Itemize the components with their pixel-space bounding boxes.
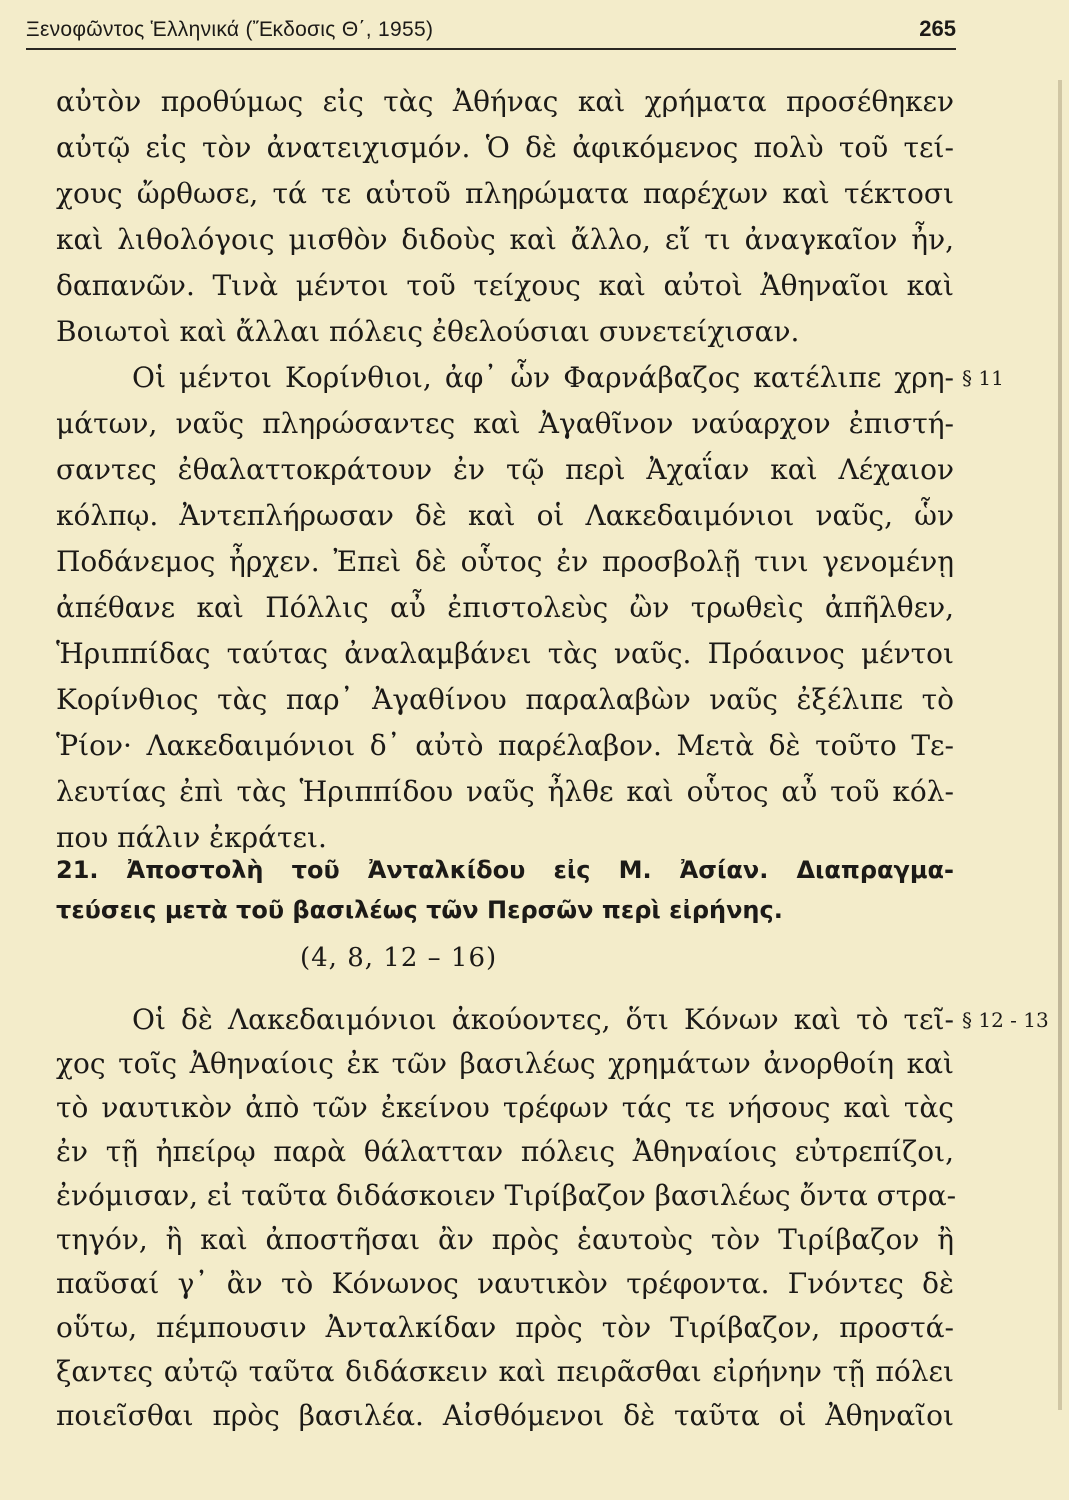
text-line: παῦσαί γ᾿ ἂν τὸ Κόνωνος ναυτικὸν τρέφοντα. Γνόντες δὲ	[56, 1267, 954, 1300]
text-line: ποιεῖσθαι πρὸς βασιλέα. Αἰσθόμενοι δὲ ταῦτα οἱ Ἀθηναῖοι	[56, 1399, 954, 1432]
running-head-title: Ξενοφῶντος Ἑλληνικά (Ἔκδοσις Θ΄, 1955)	[26, 18, 434, 41]
text-line: ἀπέθανε καὶ Πόλλις αὖ ἐπιστολεὺς ὢν τρωθεὶς ἀπῆλθεν,	[56, 591, 954, 624]
text-line: Οἱ μέντοι Κορίνθιοι, ἀφ᾿ ὧν Φαρνάβαζος κατέλιπε χρη-	[132, 361, 954, 394]
text-line: Ἡριππίδας ταύτας ἀναλαμβάνει τὰς ναῦς. Πρόαινος μέντοι	[56, 637, 954, 670]
text-line: αὐτὸν προθύμως εἰς τὰς Ἀθήνας καὶ χρήματα προσέθηκεν	[56, 85, 954, 118]
margin-section-number: § 12 - 13	[962, 1008, 1049, 1032]
text-line: καὶ λιθολόγοις μισθὸν διδοὺς καὶ ἄλλο, εἴ τι ἀναγκαῖον ἦν,	[56, 223, 954, 256]
text-line: ξαντες αὐτῷ ταῦτα διδάσκειν καὶ πειρᾶσθαι εἰρήνην τῇ πόλει	[56, 1355, 954, 1388]
section-heading-line: τεύσεις μετὰ τοῦ βασιλέως τῶν Περσῶν περὶ εἰρήνης.	[56, 896, 783, 924]
page-number: 265	[919, 16, 956, 41]
section-heading-line: 21. Ἀποστολὴ τοῦ Ἀνταλκίδου εἰς Μ. Ἀσίαν. Διαπραγμα-	[56, 856, 954, 884]
text-line: τὸ ναυτικὸν ἀπὸ τῶν ἐκείνου τρέφων τάς τε νήσους καὶ τὰς	[56, 1091, 954, 1124]
text-line: Οἱ δὲ Λακεδαιμόνιοι ἀκούοντες, ὅτι Κόνων καὶ τὸ τεῖ-	[132, 1003, 954, 1036]
running-head	[26, 8, 956, 50]
text-line: ἐν τῇ ἠπείρῳ παρὰ θάλατταν πόλεις Ἀθηναίοις εὐτρεπίζοι,	[56, 1135, 954, 1168]
text-line: ἐνόμισαν, εἰ ταῦτα διδάσκοιεν Τιρίβαζον βασιλέως ὄντα στρα-	[56, 1179, 957, 1212]
text-line: σαντες ἐθαλαττοκράτουν ἐν τῷ περὶ Ἀχαΐαν καὶ Λέχαιον	[56, 453, 954, 486]
margin-section-number: § 11	[962, 366, 1004, 390]
text-line: αὐτῷ εἰς τὸν ἀνατειχισμόν. Ὁ δὲ ἀφικόμενος πολὺ τοῦ τεί-	[56, 131, 954, 164]
section-reference: (4, 8, 12 – 16)	[300, 943, 498, 973]
text-line: δαπανῶν. Τινὰ μέντοι τοῦ τείχους καὶ αὐτοὶ Ἀθηναῖοι καὶ	[56, 269, 954, 302]
page-edge-shadow	[1058, 80, 1062, 1410]
text-line: Βοιωτοὶ καὶ ἄλλαι πόλεις ἐθελούσιαι συνετείχισαν.	[56, 315, 800, 348]
text-line: Ποδάνεμος ἦρχεν. Ἐπεὶ δὲ οὗτος ἐν προσβολῇ τινι γενομένῃ	[56, 545, 954, 578]
text-line: χος τοῖς Ἀθηναίοις ἐκ τῶν βασιλέως χρημάτων ἀνορθοίη καὶ	[56, 1047, 954, 1080]
text-line: μάτων, ναῦς πληρώσαντες καὶ Ἀγαθῖνον ναύαρχον ἐπιστή-	[56, 407, 954, 440]
text-line: κόλπῳ. Ἀντεπλήρωσαν δὲ καὶ οἱ Λακεδαιμόνιοι ναῦς, ὧν	[56, 499, 954, 532]
text-line: τηγόν, ἢ καὶ ἀποστῆσαι ἂν πρὸς ἑαυτοὺς τὸν Τιρίβαζον ἢ	[56, 1223, 954, 1256]
text-line: λευτίας ἐπὶ τὰς Ἡριππίδου ναῦς ἦλθε καὶ οὗτος αὖ τοῦ κόλ-	[56, 775, 954, 808]
text-line: οὕτω, πέμπουσιν Ἀνταλκίδαν πρὸς τὸν Τιρίβαζον, προστά-	[56, 1311, 954, 1344]
text-line: χους ὤρθωσε, τά τε αὑτοῦ πληρώματα παρέχων καὶ τέκτοσι	[56, 177, 954, 210]
text-line: Ῥίον· Λακεδαιμόνιοι δ᾿ αὐτὸ παρέλαβον. Μετὰ δὲ τοῦτο Τε-	[56, 729, 954, 762]
text-line: Κορίνθιος τὰς παρ᾿ Ἀγαθίνου παραλαβὼν ναῦς ἐξέλιπε τὸ	[56, 683, 954, 716]
text-line: που πάλιν ἐκράτει.	[56, 821, 327, 854]
